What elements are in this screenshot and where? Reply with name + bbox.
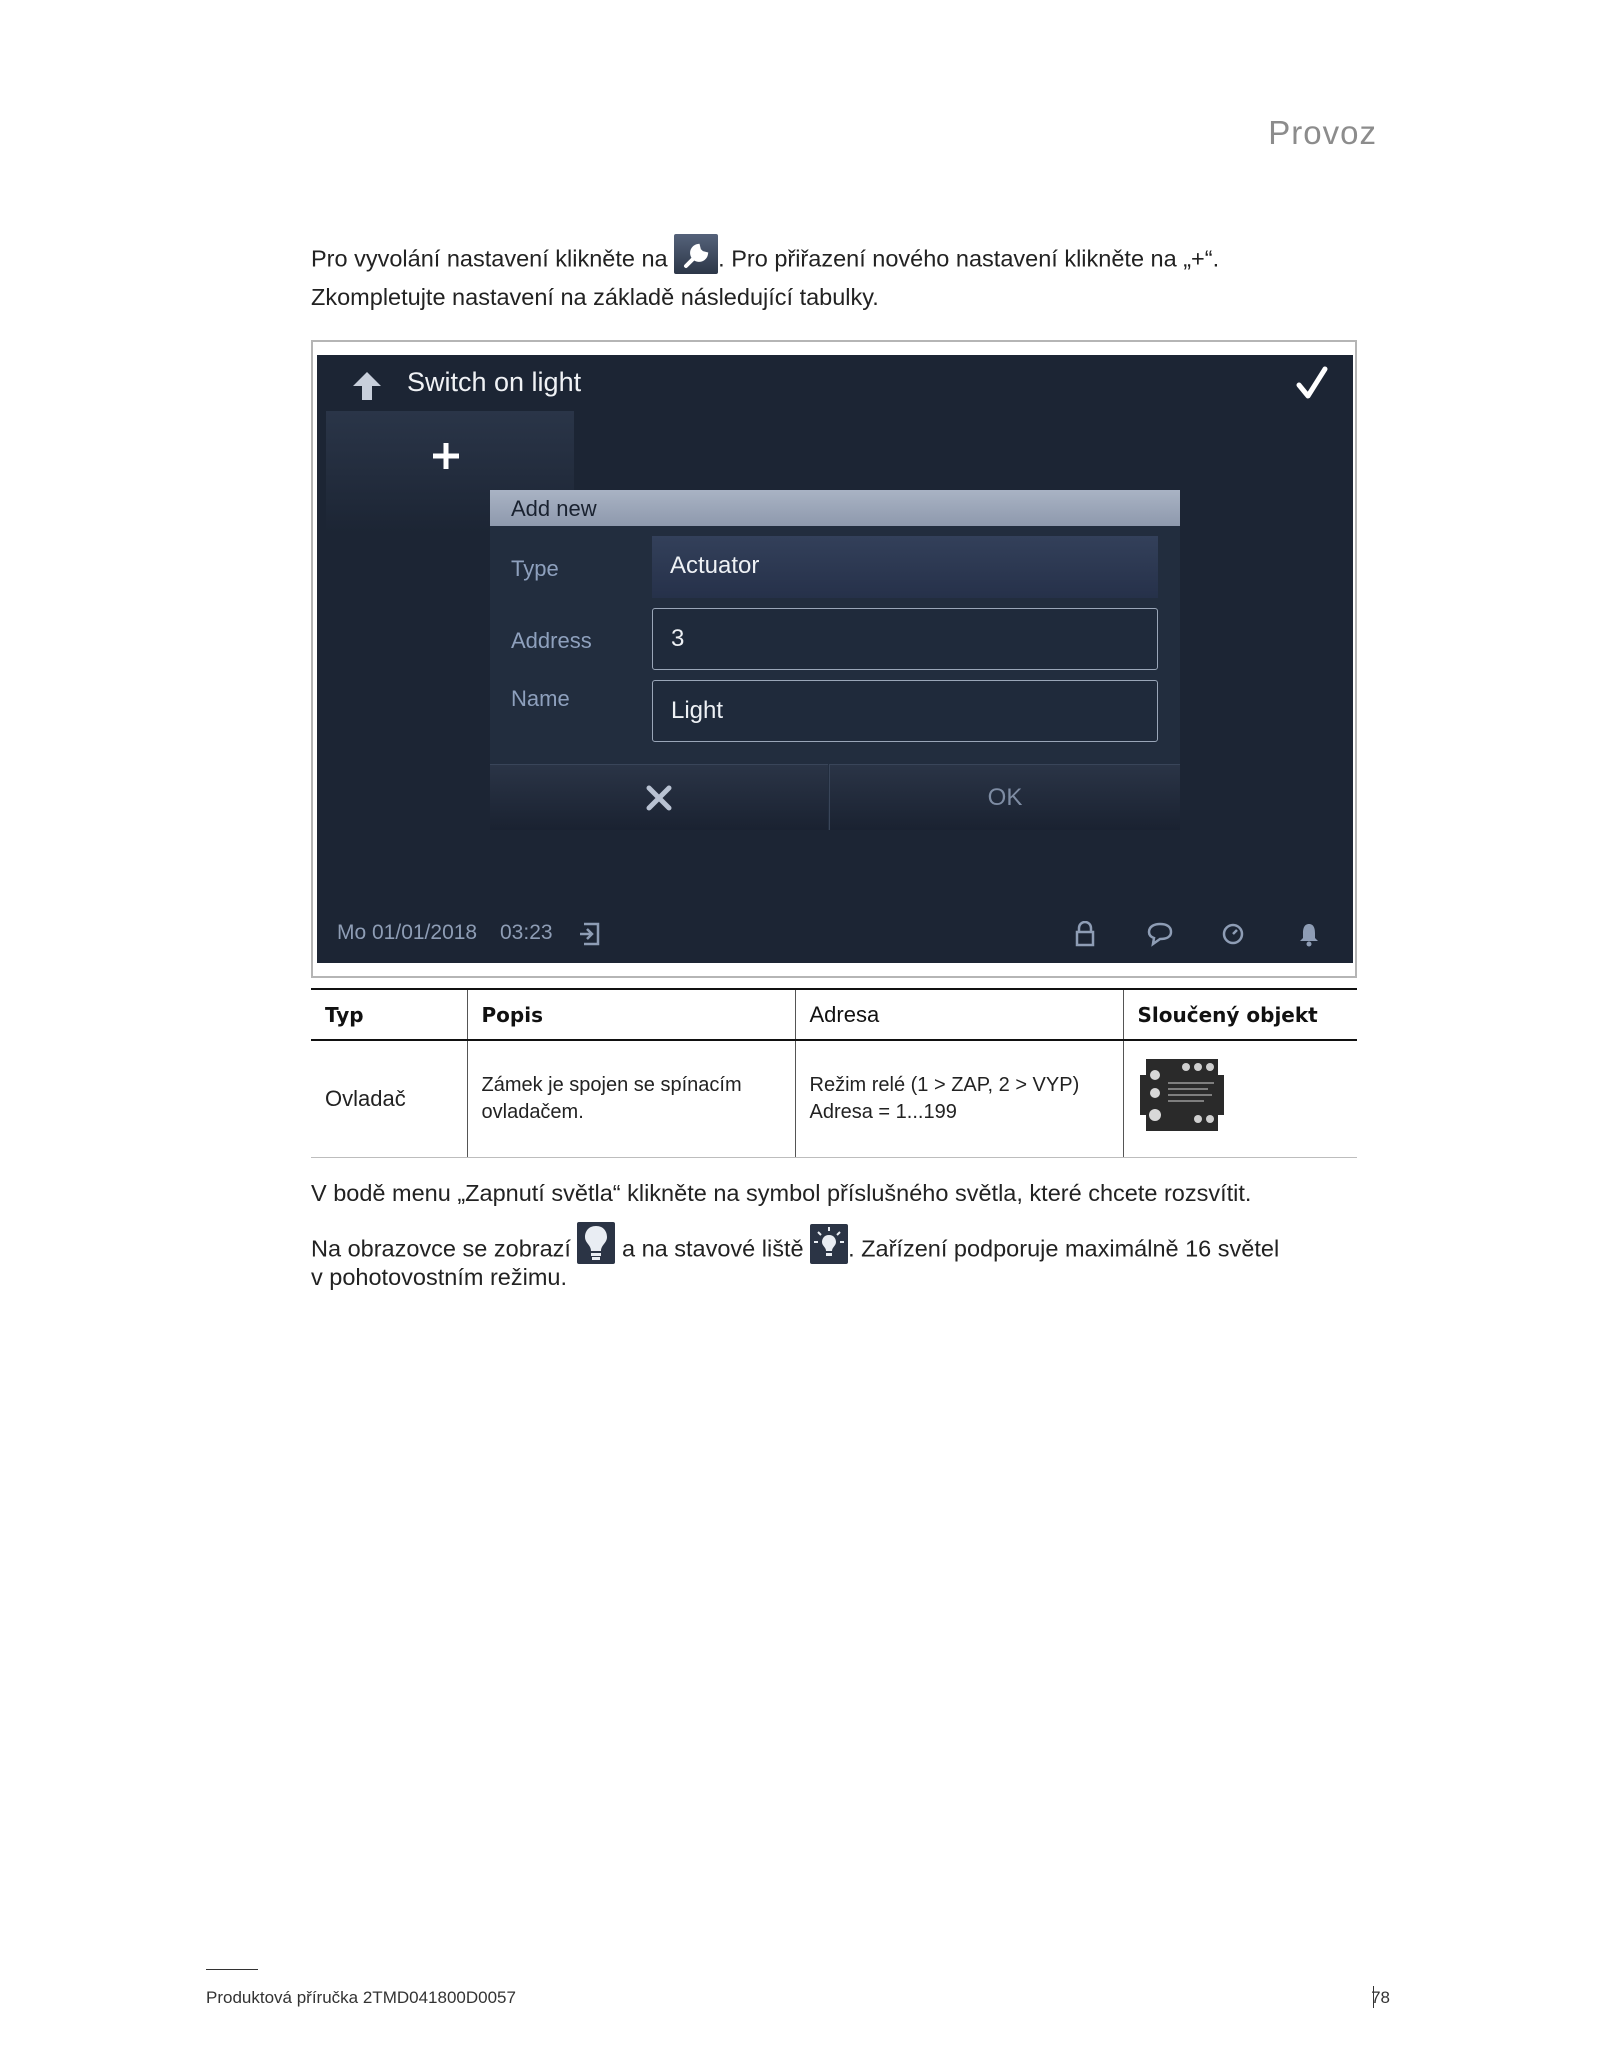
cell-description [467,1040,795,1158]
ok-button[interactable] [829,764,1180,830]
settings-table [311,988,1357,1158]
name-input[interactable] [652,680,1158,742]
col-header-object: Sloučený objekt [1123,989,1357,1040]
light-bulb-icon [577,1222,615,1264]
cell-type: Ovladač [311,1040,467,1158]
close-icon [644,783,674,813]
logout-icon[interactable] [578,921,602,947]
type-label: Type [511,556,559,581]
wrench-icon [674,234,718,274]
status-bar-light-icon [810,1224,848,1264]
message-icon[interactable] [1146,921,1174,947]
intro-text-after: . Pro přiřazení nového nastavení klikněte na „+“. [718,245,1220,272]
footer-doc-title: Produktová příručka 2TMD041800D0057 [206,1988,516,2007]
plus-icon [431,441,461,471]
address-input[interactable] [652,608,1158,670]
back-arrow-icon[interactable] [350,369,384,403]
dialog-header [490,490,1180,526]
page-number: 78 [1371,1988,1390,2007]
para2-text-1: Na obrazovce se zobrazí [311,1235,578,1262]
ok-label: OK [987,783,1023,811]
bell-icon[interactable] [1297,921,1321,947]
description-line-1: Zámek je spojen se spínacím [481,1074,742,1096]
screen-title: Switch on light [407,367,582,397]
para2-text-3: . Zařízení podporuje maximálně 16 světel [848,1235,1280,1262]
body-paragraph-1: V bodě menu „Zapnutí světla“ klikněte na symbol příslušného světla, které chcete rozsvítit. [311,1180,1252,1206]
status-date: Mo 01/01/2018 [337,921,478,944]
device-screen [317,355,1353,963]
dialog-title: Add new [511,496,597,521]
table-header-row [311,989,1357,1040]
address-label: Address [511,628,592,653]
cancel-button[interactable] [490,764,828,830]
address-line-1: Režim relé (1 > ZAP, 2 > VYP) [809,1074,1080,1096]
footer-rule [206,1969,258,1970]
intro-text-before: Pro vyvolání nastavení klikněte na [311,245,675,272]
table-row [311,1040,1357,1158]
name-value: Light [671,697,724,724]
checkmark-icon[interactable] [1295,365,1329,403]
address-value: 3 [671,625,685,652]
add-new-dialog [490,490,1180,830]
cell-address [795,1040,1123,1158]
lock-icon[interactable] [1073,921,1097,947]
section-title: Provoz [1268,114,1377,151]
body-paragraph-2 [311,1222,1279,1264]
para2-text-2: a na stavové liště [615,1235,811,1262]
name-label: Name [511,686,570,711]
body-paragraph-2-line-2: v pohotovostním režimu. [311,1264,567,1290]
status-time: 03:23 [500,921,553,944]
type-value: Actuator [670,552,760,579]
col-header-address: Adresa [795,989,1123,1040]
col-header-description: Popis [467,989,795,1040]
address-line-2: Adresa = 1...199 [809,1101,957,1123]
col-header-type: Typ [311,989,467,1040]
history-icon[interactable] [1221,921,1245,947]
intro-line-1 [311,234,1219,274]
cell-object [1123,1040,1357,1158]
intro-line-2: Zkompletujte nastavení na základě následující tabulky. [311,284,879,310]
actuator-device-image [1138,1053,1226,1137]
description-line-2: ovladačem. [481,1101,584,1123]
type-select[interactable] [652,536,1158,598]
